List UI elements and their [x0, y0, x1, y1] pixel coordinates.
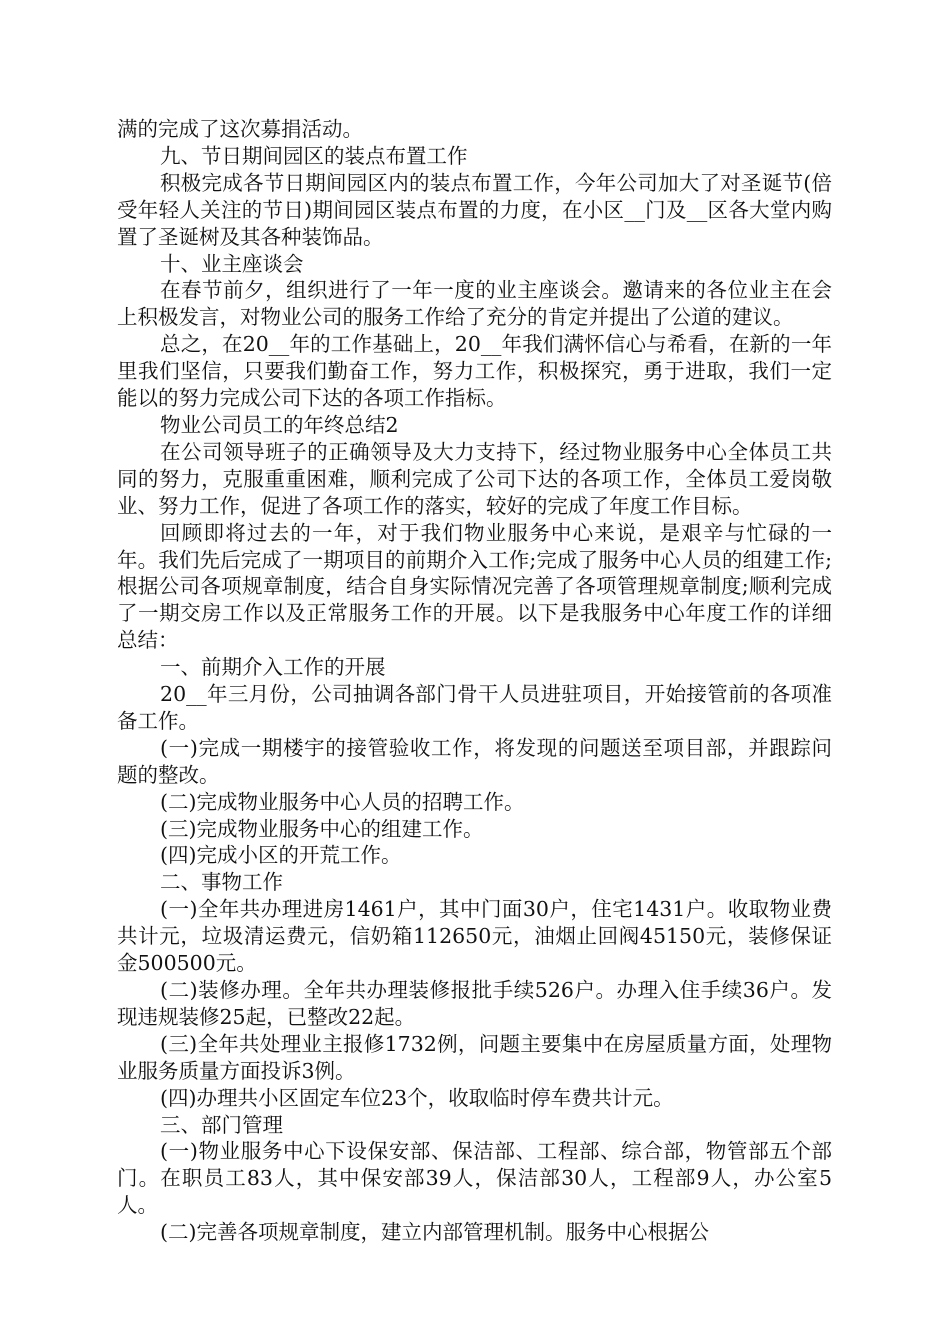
list-item: (二)完善各项规章制度，建立内部管理机制。服务中心根据公 — [160, 1220, 710, 1245]
document-body — [117, 116, 832, 1246]
paragraph: 满的完成了这次募捐活动。 — [117, 117, 363, 141]
list-item: (四)完成小区的开荒工作。 — [160, 843, 402, 868]
paragraph: 回顾即将过去的一年，对于我们物业服务中心来说，是艰辛与忙碌的一年。我们先后完成了一期项目的前期介入工作;完成了服务中心人员的组建工作;根据公司各项规章制度，结合自身实际情况完善了各项管理规章制度;顺利完成了一期交房工作以及正常服务工作的开展。以下是我服务中心年度工作的详细总结： — [117, 520, 832, 653]
section-heading: 一、前期介入工作的开展 — [160, 655, 386, 680]
paragraph: 20__年三月份，公司抽调各部门骨干人员进驻项目，开始接管前的各项准备工作。 — [117, 682, 832, 733]
section-heading: 九、节日期间园区的装点布置工作 — [160, 143, 468, 168]
section-heading: 三、部门管理 — [160, 1112, 284, 1137]
list-item: (一)物业服务中心下设保安部、保洁部、工程部、综合部，物管部五个部门。在职员工83人，其中保安部39人，保洁部30人，工程部9人，办公室5人。 — [117, 1139, 832, 1218]
document-title: 物业公司员工的年终总结2 — [160, 412, 399, 437]
list-item: (三)全年共处理业主报修1732例，问题主要集中在房屋质量方面，处理物业服务质量方面投诉3例。 — [117, 1031, 832, 1083]
paragraph: 总之，在20__年的工作基础上，20__年我们满怀信心与希看，在新的一年里我们坚信，只要我们勤奋工作，努力工作，积极探究，勇于进取，我们一定能以的努力完成公司下达的各项工作指标。 — [117, 332, 832, 411]
paragraph: 在公司领导班子的正确领导及大力支持下，经过物业服务中心全体员工共同的努力，克服重重困难，顺利完成了公司下达的各项工作，全体员工爱岗敬业、努力工作，促进了各项工作的落实，较好的完成了年度工作目标。 — [117, 439, 832, 518]
list-item: (二)完成物业服务中心人员的招聘工作。 — [160, 789, 525, 814]
section-heading: 十、业主座谈会 — [160, 251, 304, 276]
list-item: (四)办理共小区固定车位23个，收取临时停车费共计元。 — [160, 1085, 674, 1110]
list-item: (一)全年共办理进房1461户，其中门面30户，住宅1431户。收取物业费共计元，垃圾清运费元，信奶箱112650元，油烟止回阀45150元，装修保证金500500元。 — [117, 897, 832, 976]
section-heading: 二、事物工作 — [160, 870, 284, 895]
list-item: (二)装修办理。全年共办理装修报批手续526户。办理入住手续36户。发现违规装修25起，已整改22起。 — [117, 978, 832, 1029]
list-item: (三)完成物业服务中心的组建工作。 — [160, 816, 484, 841]
paragraph: 在春节前夕，组织进行了一年一度的业主座谈会。邀请来的各位业主在会上积极发言，对物业公司的服务工作给了充分的肯定并提出了公道的建议。 — [117, 278, 832, 330]
paragraph: 积极完成各节日期间园区内的装点布置工作，今年公司加大了对圣诞节(倍受年轻人关注的节日)期间园区装点布置的力度，在小区__门及__区各大堂内购置了圣诞树及其各种装饰品。 — [117, 170, 832, 249]
list-item: (一)完成一期楼宇的接管验收工作，将发现的问题送至项目部，并跟踪问题的整改。 — [117, 735, 832, 787]
